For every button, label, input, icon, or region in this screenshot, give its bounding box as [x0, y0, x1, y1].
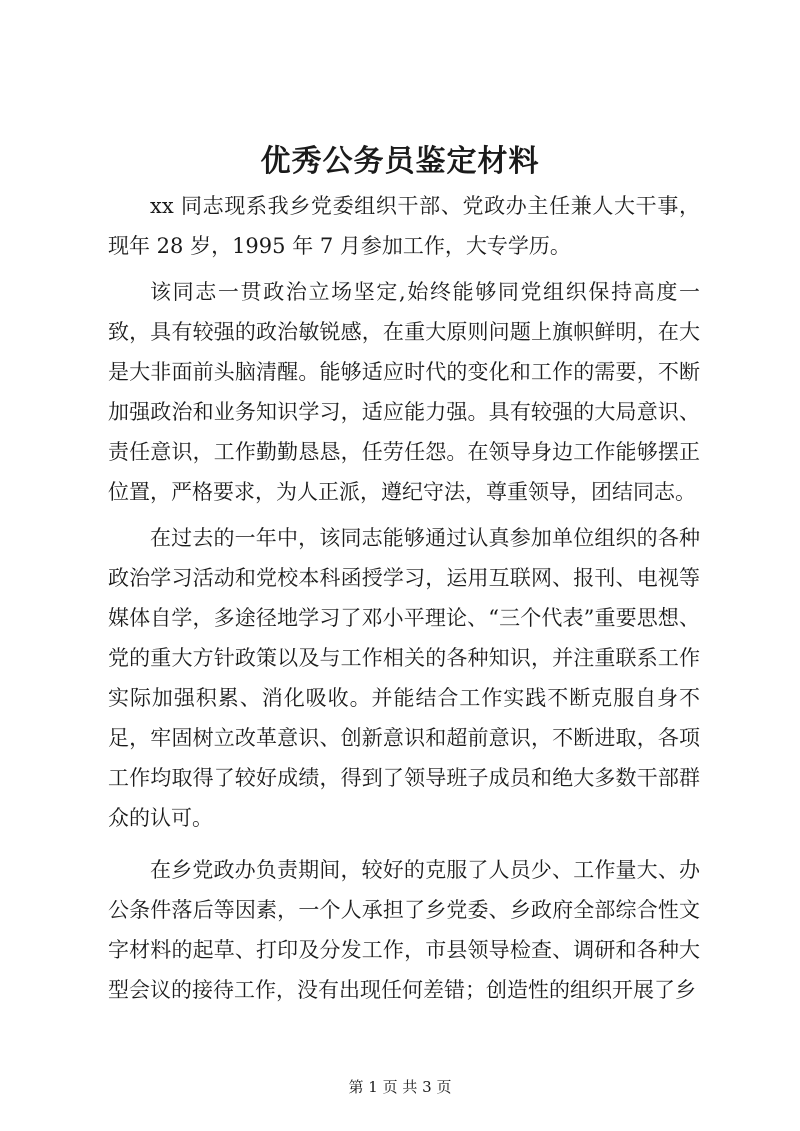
document-title: 优秀公务员鉴定材料	[260, 144, 540, 179]
paragraph-2: 该同志一贯政治立场坚定,始终能够同党组织保持高度一致，具有较强的政治敏锐感，在重大原则问题上旗帜鲜明，在大是大非面前头脑清醒。能够适应时代的变化和工作的需要，不断加强政治和业务知识学习，适应能力强。具有较强的大局意识、责任意识，工作勤勤恳恳，任劳任怨。在领导身边工作能够摆正位置，严格要求，为人正派，遵纪守法，尊重领导，团结同志。	[108, 280, 700, 504]
paragraph-3: 在过去的一年中，该同志能够通过认真参加单位组织的各种政治学习活动和党校本科函授学习，运用互联网、报刊、电视等媒体自学，多途径地学习了邓小平理论、“三个代表”重要思想、党的重大方针政策以及与工作相关的各种知识，并注重联系工作实际加强积累、消化吸收。并能结合工作实践不断克服自身不足，牢固树立改革意识、创新意识和超前意识，不断进取，各项工作均取得了较好成绩，得到了领导班子成员和绝大多数干部群众的认可。	[108, 526, 700, 830]
document-body	[108, 186, 700, 1010]
paragraph-1: xx 同志现系我乡党委组织干部、党政办主任兼人大干事，现年 28 岁，1995 年 7 月参加工作，大专学历。	[108, 194, 700, 258]
page-footer: 第 1 页 共 3 页	[348, 1078, 452, 1096]
paragraph-4: 在乡党政办负责期间，较好的克服了人员少、工作量大、办公条件落后等因素，一个人承担了乡党委、乡政府全部综合性文字材料的起草、打印及分发工作，市县领导检查、调研和各种大型会议的接待工作，没有出现任何差错；创造性的组织开展了乡	[108, 858, 700, 1002]
